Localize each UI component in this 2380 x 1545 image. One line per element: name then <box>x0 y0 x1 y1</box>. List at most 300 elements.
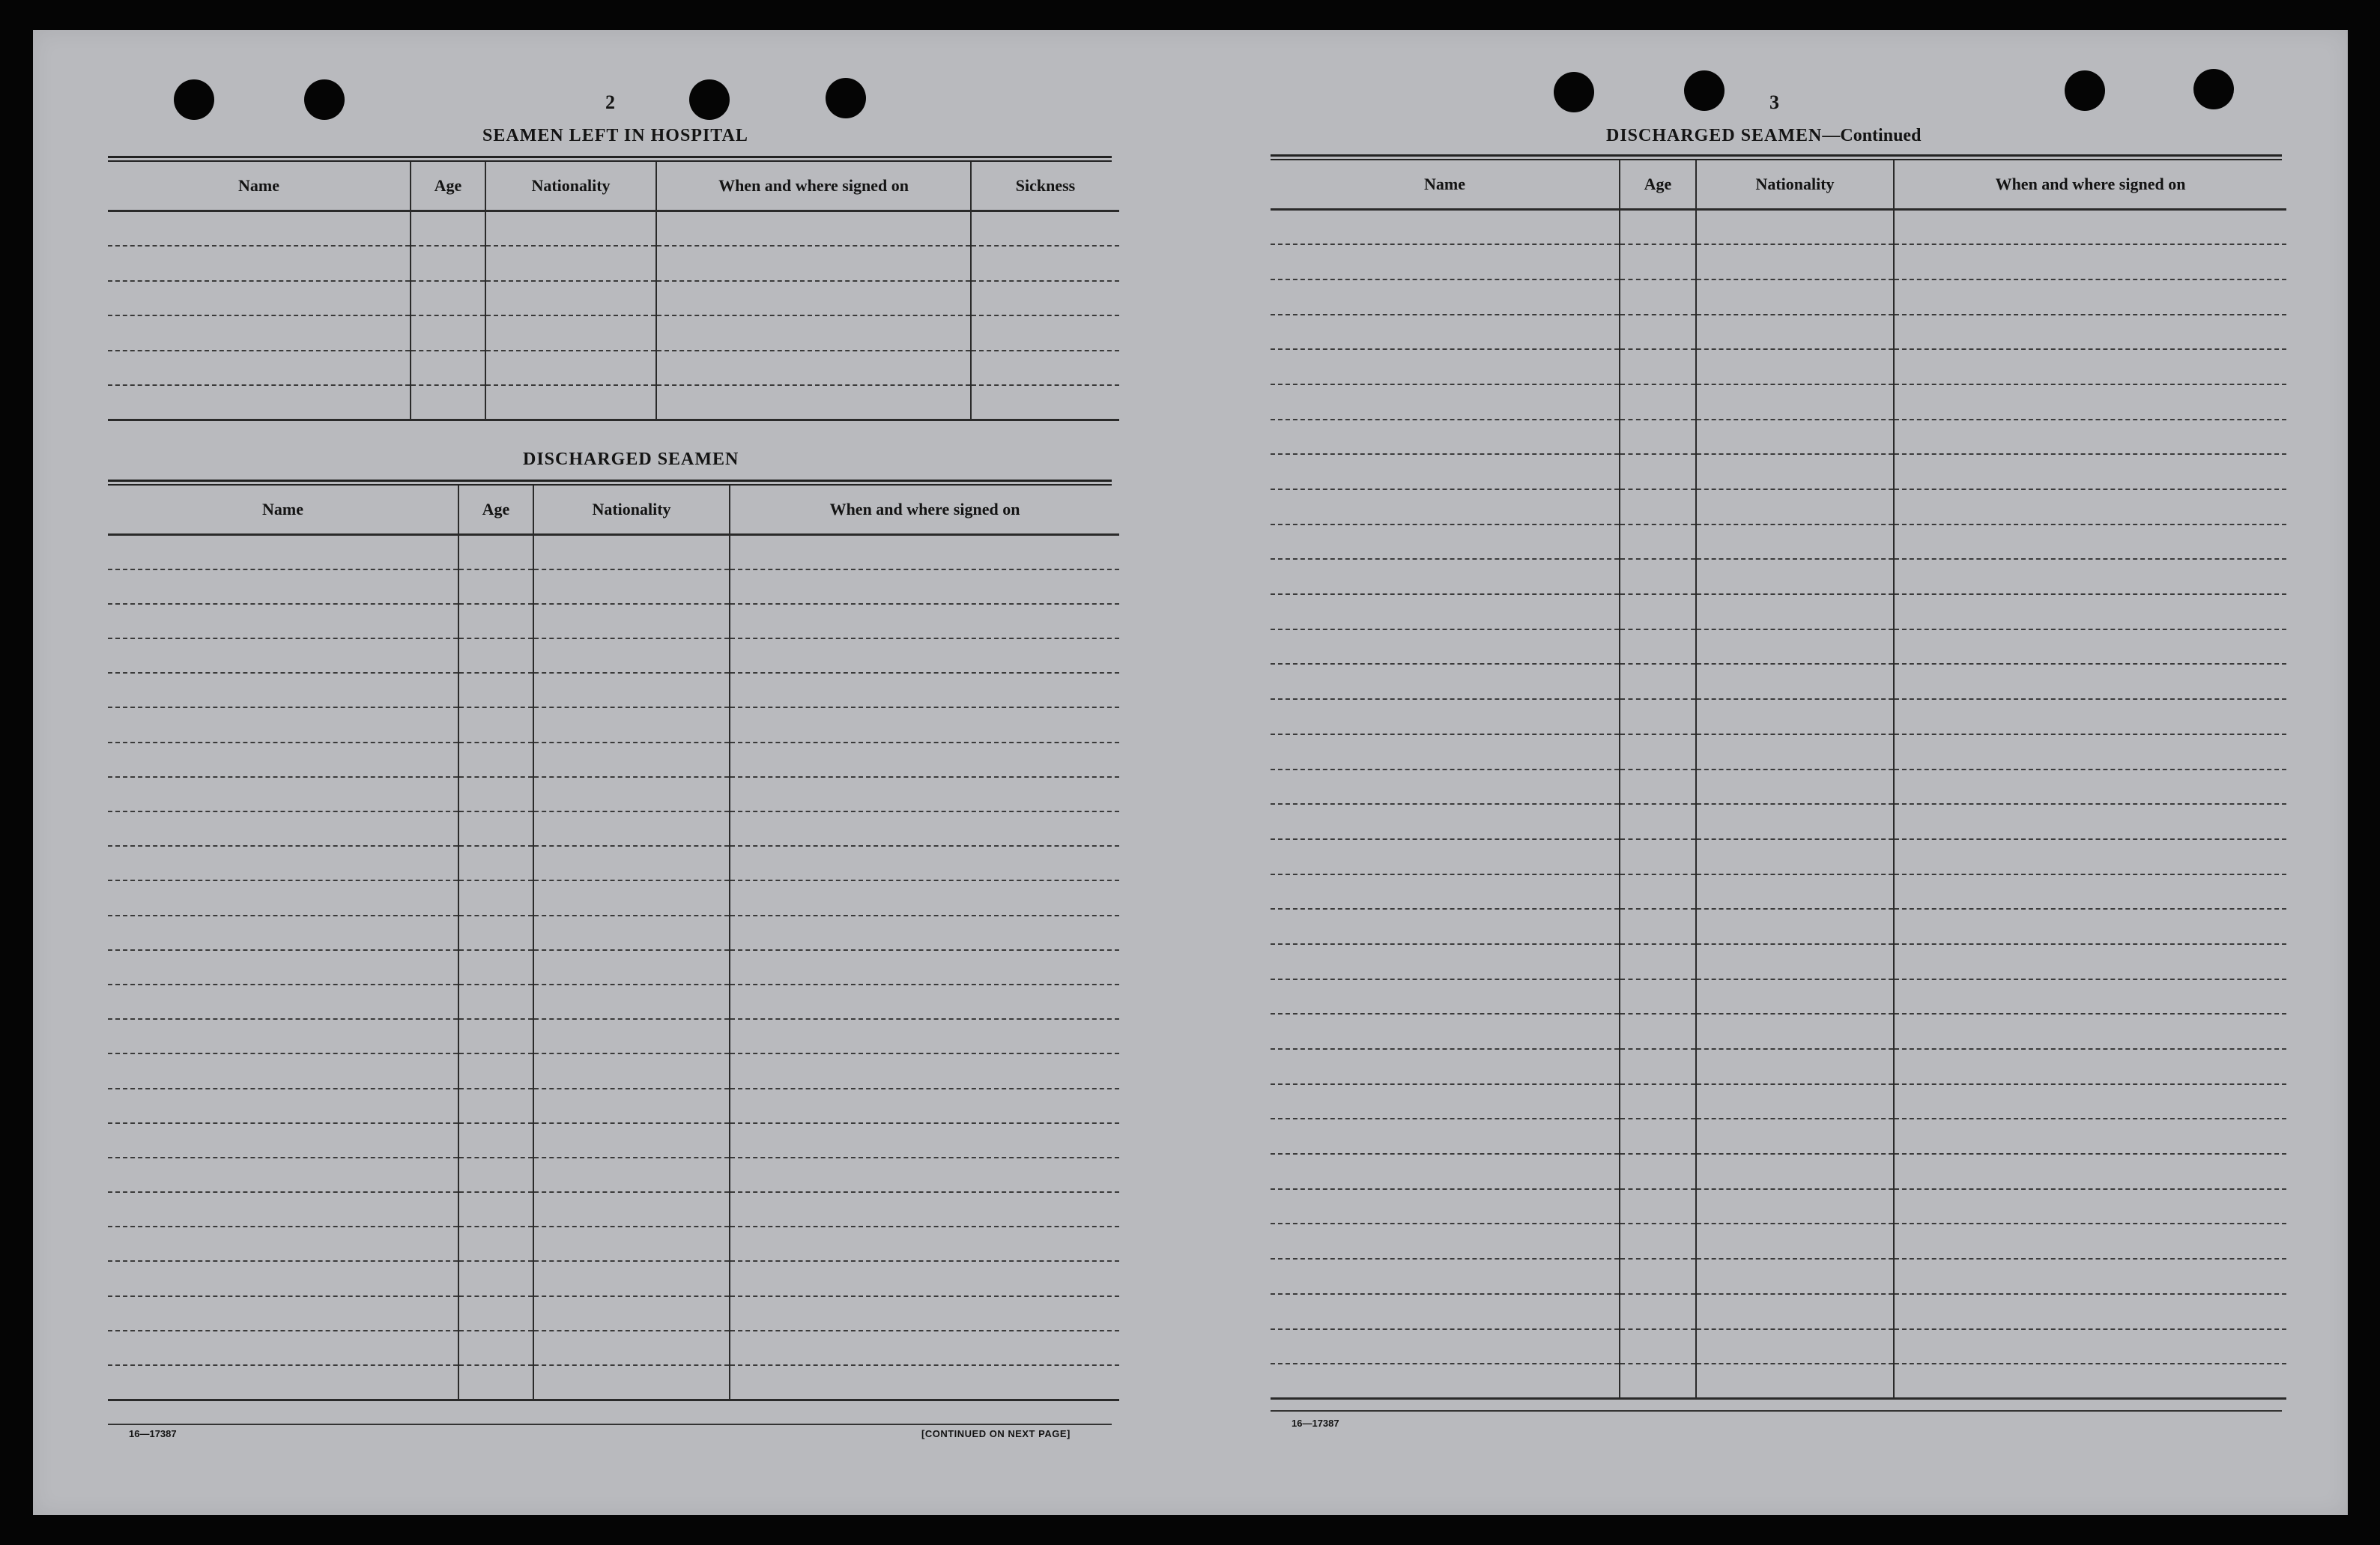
left-bottom-rule <box>108 1424 1112 1425</box>
table-cell[interactable] <box>108 1227 458 1261</box>
table-cell[interactable] <box>458 1158 533 1192</box>
table-cell[interactable] <box>411 315 485 351</box>
table-cell[interactable] <box>1696 839 1894 874</box>
table-cell[interactable] <box>533 777 730 811</box>
table-cell[interactable] <box>1696 420 1894 455</box>
table-cell[interactable] <box>1894 1014 2286 1049</box>
table-cell[interactable] <box>1271 1189 1620 1224</box>
table-row <box>1271 1259 2286 1294</box>
table-cell[interactable] <box>533 535 730 569</box>
table-cell[interactable] <box>1271 734 1620 770</box>
table-cell[interactable] <box>533 950 730 985</box>
table-cell[interactable] <box>485 315 656 351</box>
table-cell[interactable] <box>411 246 485 281</box>
table-cell[interactable] <box>1696 1014 1894 1049</box>
table-cell[interactable] <box>1696 454 1894 489</box>
table-cell[interactable] <box>485 385 656 420</box>
table-cell[interactable] <box>1620 524 1696 560</box>
table-cell[interactable] <box>1271 349 1620 384</box>
table-cell[interactable] <box>1271 944 1620 979</box>
table-cell[interactable] <box>1696 594 1894 629</box>
table-cell[interactable] <box>458 985 533 1019</box>
table-row <box>1271 734 2286 770</box>
table-cell[interactable] <box>108 950 458 985</box>
table-cell[interactable] <box>1620 1119 1696 1154</box>
table-cell[interactable] <box>730 743 1119 777</box>
table-cell[interactable] <box>1696 489 1894 524</box>
table-cell[interactable] <box>1696 244 1894 279</box>
table-cell[interactable] <box>108 1158 458 1192</box>
table-cell[interactable] <box>411 281 485 316</box>
table-cell[interactable] <box>1894 1224 2286 1259</box>
table-cell[interactable] <box>533 916 730 950</box>
table-cell[interactable] <box>1620 699 1696 734</box>
table-cell[interactable] <box>1271 1154 1620 1189</box>
table-cell[interactable] <box>108 385 411 420</box>
table-cell[interactable] <box>108 351 411 386</box>
table-cell[interactable] <box>458 604 533 638</box>
table-cell[interactable] <box>1696 1119 1894 1154</box>
table-cell[interactable] <box>1271 1049 1620 1084</box>
table-cell[interactable] <box>1696 210 1894 245</box>
table-cell[interactable] <box>108 707 458 742</box>
table-cell[interactable] <box>1620 1154 1696 1189</box>
table-cell[interactable] <box>108 569 458 604</box>
table-cell[interactable] <box>1620 1364 1696 1399</box>
table-cell[interactable] <box>1271 699 1620 734</box>
table-cell[interactable] <box>656 385 971 420</box>
table-cell[interactable] <box>1894 454 2286 489</box>
table-cell[interactable] <box>458 916 533 950</box>
table-cell[interactable] <box>1894 244 2286 279</box>
table-cell[interactable] <box>108 1089 458 1123</box>
table-cell[interactable] <box>730 1365 1119 1400</box>
table-cell[interactable] <box>533 604 730 638</box>
table-cell[interactable] <box>458 950 533 985</box>
table-cell[interactable] <box>1696 979 1894 1015</box>
table-cell[interactable] <box>533 707 730 742</box>
table-cell[interactable] <box>533 743 730 777</box>
table-cell[interactable] <box>1894 944 2286 979</box>
table-cell[interactable] <box>730 1296 1119 1331</box>
table-cell[interactable] <box>1620 664 1696 699</box>
table-cell[interactable] <box>1620 559 1696 594</box>
table-cell[interactable] <box>1271 804 1620 839</box>
table-cell[interactable] <box>971 315 1119 351</box>
table-cell[interactable] <box>1620 944 1696 979</box>
table-cell[interactable] <box>533 569 730 604</box>
right-bottom-rule <box>1271 1410 2282 1412</box>
table-cell[interactable] <box>108 315 411 351</box>
table-cell[interactable] <box>458 1365 533 1400</box>
table-row <box>1271 1189 2286 1224</box>
table-cell[interactable] <box>730 916 1119 950</box>
form-number-right: 16—17387 <box>1292 1418 1339 1429</box>
table-cell[interactable] <box>1620 384 1696 420</box>
table-row <box>1271 874 2286 910</box>
discharged-continued-table <box>1271 160 2286 1400</box>
table-cell[interactable] <box>1696 1294 1894 1329</box>
punch-hole <box>174 79 214 120</box>
table-cell[interactable] <box>730 846 1119 880</box>
table-cell[interactable] <box>971 351 1119 386</box>
table-cell[interactable] <box>730 1261 1119 1295</box>
table-cell[interactable] <box>458 1192 533 1227</box>
table-cell[interactable] <box>108 743 458 777</box>
table-cell[interactable] <box>1894 874 2286 910</box>
table-cell[interactable] <box>1696 1259 1894 1294</box>
table-row <box>108 950 1119 985</box>
table-cell[interactable] <box>1894 1189 2286 1224</box>
discharged-continued-title-suffix: —Continued <box>1822 126 1922 145</box>
table-cell[interactable] <box>485 281 656 316</box>
table-cell[interactable] <box>1696 770 1894 805</box>
table-cell[interactable] <box>656 281 971 316</box>
table-cell[interactable] <box>458 1019 533 1053</box>
table-cell[interactable] <box>1271 770 1620 805</box>
table-cell[interactable] <box>533 1296 730 1331</box>
table-cell[interactable] <box>1696 524 1894 560</box>
table-cell[interactable] <box>1271 1224 1620 1259</box>
table-cell[interactable] <box>1620 489 1696 524</box>
table-cell[interactable] <box>1271 1084 1620 1119</box>
table-cell[interactable] <box>1696 1049 1894 1084</box>
table-cell[interactable] <box>1620 734 1696 770</box>
table-cell[interactable] <box>533 880 730 915</box>
discharged-top-rule <box>108 480 1112 486</box>
table-cell[interactable] <box>1696 559 1894 594</box>
table-cell[interactable] <box>1696 664 1894 699</box>
table-cell[interactable] <box>533 811 730 846</box>
table-cell[interactable] <box>1696 279 1894 315</box>
table-cell[interactable] <box>1620 909 1696 944</box>
table-cell[interactable] <box>1894 315 2286 350</box>
table-row <box>108 985 1119 1019</box>
table-cell[interactable] <box>1271 559 1620 594</box>
table-cell[interactable] <box>1620 349 1696 384</box>
table-cell[interactable] <box>108 880 458 915</box>
table-cell[interactable] <box>108 846 458 880</box>
punch-hole <box>1684 70 1725 111</box>
table-cell[interactable] <box>533 673 730 707</box>
table-cell[interactable] <box>730 1123 1119 1158</box>
table-cell[interactable] <box>108 916 458 950</box>
table-cell[interactable] <box>1271 1329 1620 1364</box>
table-cell[interactable] <box>411 385 485 420</box>
table-cell[interactable] <box>108 1192 458 1227</box>
table-cell[interactable] <box>108 1261 458 1295</box>
table-cell[interactable] <box>1271 1294 1620 1329</box>
table-cell[interactable] <box>1894 1364 2286 1399</box>
punch-hole <box>826 78 866 118</box>
table-cell[interactable] <box>1894 1259 2286 1294</box>
table-cell[interactable] <box>533 1192 730 1227</box>
table-cell[interactable] <box>458 1331 533 1365</box>
table-cell[interactable] <box>108 1019 458 1053</box>
table-cell[interactable] <box>1620 1084 1696 1119</box>
table-cell[interactable] <box>108 1365 458 1400</box>
table-cell[interactable] <box>1620 1329 1696 1364</box>
table-cell[interactable] <box>458 707 533 742</box>
table-cell[interactable] <box>1620 244 1696 279</box>
table-cell[interactable] <box>1894 1049 2286 1084</box>
table-cell[interactable] <box>1894 699 2286 734</box>
table-cell[interactable] <box>108 1053 458 1088</box>
table-cell[interactable] <box>730 1227 1119 1261</box>
table-cell[interactable] <box>1271 629 1620 665</box>
table-cell[interactable] <box>458 569 533 604</box>
table-cell[interactable] <box>656 211 971 247</box>
table-cell[interactable] <box>1894 1084 2286 1119</box>
continued-col-name: Name <box>1271 160 1620 210</box>
table-cell[interactable] <box>1271 1119 1620 1154</box>
punch-hole <box>689 79 730 120</box>
table-cell[interactable] <box>1894 1294 2286 1329</box>
table-cell[interactable] <box>533 1123 730 1158</box>
hospital-header-row <box>108 162 1119 211</box>
table-cell[interactable] <box>533 1053 730 1088</box>
table-cell[interactable] <box>533 1227 730 1261</box>
table-cell[interactable] <box>971 281 1119 316</box>
table-cell[interactable] <box>1894 909 2286 944</box>
table-cell[interactable] <box>1894 384 2286 420</box>
table-cell[interactable] <box>1894 210 2286 245</box>
table-cell[interactable] <box>458 1123 533 1158</box>
table-cell[interactable] <box>1271 524 1620 560</box>
table-cell[interactable] <box>1696 384 1894 420</box>
table-cell[interactable] <box>1696 1154 1894 1189</box>
table-cell[interactable] <box>1696 699 1894 734</box>
table-cell[interactable] <box>1696 1189 1894 1224</box>
table-cell[interactable] <box>656 315 971 351</box>
table-row <box>1271 909 2286 944</box>
table-cell[interactable] <box>730 569 1119 604</box>
table-cell[interactable] <box>1620 279 1696 315</box>
table-cell[interactable] <box>458 1089 533 1123</box>
table-cell[interactable] <box>971 246 1119 281</box>
table-cell[interactable] <box>1271 594 1620 629</box>
table-cell[interactable] <box>485 211 656 247</box>
table-cell[interactable] <box>1696 1329 1894 1364</box>
table-cell[interactable] <box>1620 874 1696 910</box>
table-cell[interactable] <box>458 743 533 777</box>
table-cell[interactable] <box>1696 1084 1894 1119</box>
table-cell[interactable] <box>1271 839 1620 874</box>
table-cell[interactable] <box>1620 770 1696 805</box>
table-cell[interactable] <box>458 846 533 880</box>
table-cell[interactable] <box>1620 804 1696 839</box>
table-cell[interactable] <box>108 246 411 281</box>
table-cell[interactable] <box>1271 279 1620 315</box>
table-cell[interactable] <box>108 211 411 247</box>
table-cell[interactable] <box>485 246 656 281</box>
table-cell[interactable] <box>533 846 730 880</box>
table-cell[interactable] <box>108 535 458 569</box>
table-cell[interactable] <box>1696 1364 1894 1399</box>
table-cell[interactable] <box>730 1053 1119 1088</box>
table-cell[interactable] <box>971 211 1119 247</box>
table-cell[interactable] <box>1894 839 2286 874</box>
hospital-section-title: SEAMEN LEFT IN HOSPITAL <box>482 126 748 145</box>
table-cell[interactable] <box>730 985 1119 1019</box>
table-cell[interactable] <box>1894 279 2286 315</box>
table-cell[interactable] <box>730 1089 1119 1123</box>
table-cell[interactable] <box>108 1331 458 1365</box>
table-cell[interactable] <box>730 638 1119 673</box>
table-cell[interactable] <box>1894 1119 2286 1154</box>
table-cell[interactable] <box>1620 1189 1696 1224</box>
table-cell[interactable] <box>656 351 971 386</box>
table-cell[interactable] <box>1620 839 1696 874</box>
table-cell[interactable] <box>1894 629 2286 665</box>
table-cell[interactable] <box>533 985 730 1019</box>
table-cell[interactable] <box>485 351 656 386</box>
table-cell[interactable] <box>108 1123 458 1158</box>
page-number-right: 3 <box>1769 91 1779 113</box>
table-cell[interactable] <box>730 777 1119 811</box>
table-cell[interactable] <box>1620 1294 1696 1329</box>
table-cell[interactable] <box>1894 1154 2286 1189</box>
table-cell[interactable] <box>458 811 533 846</box>
table-cell[interactable] <box>458 535 533 569</box>
table-cell[interactable] <box>730 604 1119 638</box>
table-cell[interactable] <box>1894 664 2286 699</box>
table-cell[interactable] <box>1271 454 1620 489</box>
table-cell[interactable] <box>1620 1259 1696 1294</box>
table-cell[interactable] <box>108 673 458 707</box>
table-cell[interactable] <box>1894 489 2286 524</box>
table-cell[interactable] <box>458 638 533 673</box>
table-cell[interactable] <box>656 246 971 281</box>
table-cell[interactable] <box>533 1365 730 1400</box>
table-cell[interactable] <box>1696 629 1894 665</box>
table-cell[interactable] <box>1696 734 1894 770</box>
table-cell[interactable] <box>1894 979 2286 1015</box>
table-cell[interactable] <box>1894 770 2286 805</box>
discharged-col-name: Name <box>108 486 458 535</box>
table-cell[interactable] <box>533 1331 730 1365</box>
table-cell[interactable] <box>458 777 533 811</box>
table-cell[interactable] <box>730 811 1119 846</box>
table-cell[interactable] <box>1894 804 2286 839</box>
page-number-left: 2 <box>605 91 615 113</box>
table-cell[interactable] <box>108 811 458 846</box>
table-cell[interactable] <box>1620 629 1696 665</box>
table-cell[interactable] <box>1894 349 2286 384</box>
discharged-header-row <box>108 486 1119 535</box>
table-cell[interactable] <box>1620 454 1696 489</box>
table-cell[interactable] <box>108 604 458 638</box>
table-cell[interactable] <box>108 1296 458 1331</box>
table-cell[interactable] <box>1271 315 1620 350</box>
table-row <box>1271 279 2286 315</box>
table-cell[interactable] <box>533 1158 730 1192</box>
table-cell[interactable] <box>1271 1014 1620 1049</box>
table-cell[interactable] <box>1620 1049 1696 1084</box>
table-cell[interactable] <box>1271 384 1620 420</box>
table-cell[interactable] <box>1271 909 1620 944</box>
table-cell[interactable] <box>730 1158 1119 1192</box>
table-cell[interactable] <box>458 1227 533 1261</box>
table-cell[interactable] <box>1696 804 1894 839</box>
table-cell[interactable] <box>1696 349 1894 384</box>
table-cell[interactable] <box>411 351 485 386</box>
table-row <box>108 743 1119 777</box>
table-row <box>108 1158 1119 1192</box>
table-row <box>108 1261 1119 1295</box>
table-cell[interactable] <box>108 777 458 811</box>
table-cell[interactable] <box>1620 594 1696 629</box>
table-cell[interactable] <box>1696 874 1894 910</box>
table-cell[interactable] <box>730 880 1119 915</box>
table-cell[interactable] <box>1271 420 1620 455</box>
table-cell[interactable] <box>1894 734 2286 770</box>
table-cell[interactable] <box>108 281 411 316</box>
table-cell[interactable] <box>108 985 458 1019</box>
table-cell[interactable] <box>108 638 458 673</box>
table-cell[interactable] <box>730 707 1119 742</box>
table-cell[interactable] <box>1894 524 2286 560</box>
discharged-continued-title <box>1606 126 1921 146</box>
table-cell[interactable] <box>1271 664 1620 699</box>
table-cell[interactable] <box>1894 594 2286 629</box>
table-cell[interactable] <box>730 673 1119 707</box>
table-cell[interactable] <box>1620 210 1696 245</box>
table-cell[interactable] <box>533 638 730 673</box>
table-cell[interactable] <box>533 1261 730 1295</box>
table-cell[interactable] <box>533 1019 730 1053</box>
table-cell[interactable] <box>1696 1224 1894 1259</box>
table-cell[interactable] <box>458 1296 533 1331</box>
table-cell[interactable] <box>1271 244 1620 279</box>
table-cell[interactable] <box>1271 489 1620 524</box>
table-cell[interactable] <box>1894 1329 2286 1364</box>
table-cell[interactable] <box>730 535 1119 569</box>
table-cell[interactable] <box>1696 944 1894 979</box>
table-cell[interactable] <box>458 1053 533 1088</box>
table-cell[interactable] <box>533 1089 730 1123</box>
table-cell[interactable] <box>1620 1224 1696 1259</box>
table-cell[interactable] <box>971 385 1119 420</box>
table-cell[interactable] <box>1696 315 1894 350</box>
table-cell[interactable] <box>730 950 1119 985</box>
table-cell[interactable] <box>730 1019 1119 1053</box>
table-cell[interactable] <box>1894 559 2286 594</box>
table-cell[interactable] <box>458 673 533 707</box>
table-row <box>1271 384 2286 420</box>
table-cell[interactable] <box>730 1331 1119 1365</box>
hospital-col-name: Name <box>108 162 411 211</box>
table-cell[interactable] <box>1271 874 1620 910</box>
table-row <box>1271 1364 2286 1399</box>
table-row <box>1271 664 2286 699</box>
table-cell[interactable] <box>1620 315 1696 350</box>
table-cell[interactable] <box>730 1192 1119 1227</box>
table-cell[interactable] <box>1271 979 1620 1015</box>
continued-col-signed-on: When and where signed on <box>1894 160 2286 210</box>
table-cell[interactable] <box>1271 1364 1620 1399</box>
table-cell[interactable] <box>458 880 533 915</box>
table-cell[interactable] <box>411 211 485 247</box>
table-cell[interactable] <box>458 1261 533 1295</box>
table-cell[interactable] <box>1620 420 1696 455</box>
table-cell[interactable] <box>1894 420 2286 455</box>
table-cell[interactable] <box>1271 1259 1620 1294</box>
table-cell[interactable] <box>1696 909 1894 944</box>
table-cell[interactable] <box>1620 979 1696 1015</box>
table-cell[interactable] <box>1620 1014 1696 1049</box>
table-cell[interactable] <box>1271 210 1620 245</box>
